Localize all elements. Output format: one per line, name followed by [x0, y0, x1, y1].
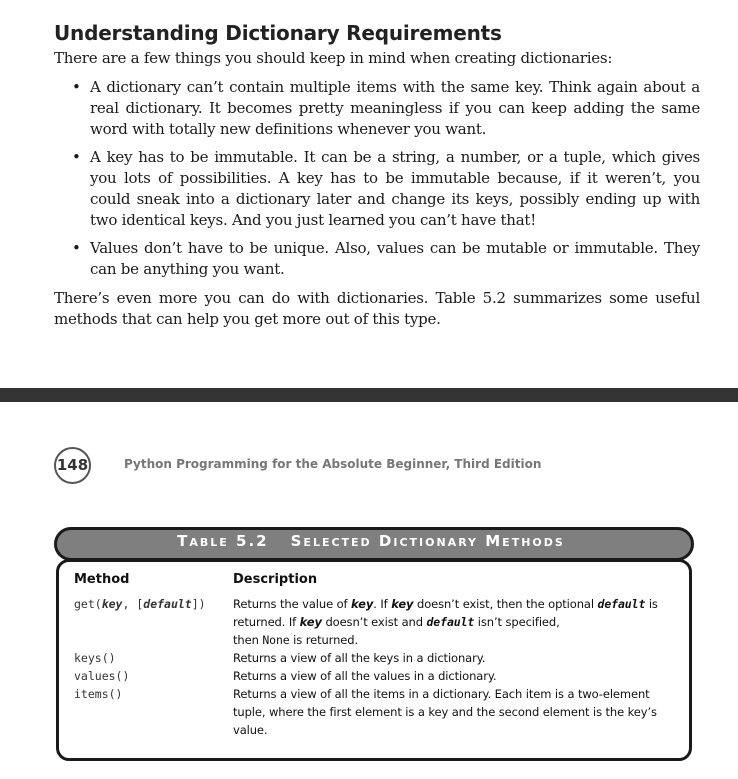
description-get: Returns the value of key. If key doesn’t exist, then the optional default is returned. If key doesn’t exist and default isn’t specified, then None is returned.: [233, 597, 658, 647]
column-header-description: Description: [233, 572, 318, 587]
intro-paragraph: There are a few things you should keep in mind when creating dictionaries:: [54, 49, 613, 67]
table-number: Table 5.2: [177, 532, 269, 550]
method-items: items(): [74, 687, 123, 701]
table-title: [54, 527, 688, 555]
column-header-method: Method: [74, 572, 130, 587]
table-caption: Selected Dictionary Methods: [290, 532, 565, 550]
description-values: Returns a view of all the values in a dictionary.: [233, 669, 497, 683]
closing-paragraph: There’s even more you can do with dictionaries. Table 5.2 summarizes some useful methods that can help you get more out of this type.: [54, 289, 700, 328]
method-values: values(): [74, 669, 130, 683]
section-heading: Understanding Dictionary Requirements: [54, 21, 502, 45]
text-section: [54, 18, 700, 330]
table-rows: [74, 595, 684, 739]
methods-table: [54, 527, 694, 759]
method-keys: keys(): [74, 651, 116, 665]
list-item: • A key has to be immutable. It can be a string, a number, or a tuple, which gives you lots of possibilities. A key has to be immutable because, if it weren’t, you could sneak into a dictionary later and change its keys, possibly ending up with two identical keys. And you just learned you can’t have that!: [72, 148, 700, 229]
table-row: [74, 595, 684, 649]
page-footer: [54, 447, 714, 485]
requirements-list: [54, 77, 700, 280]
bullet-icon: •: [72, 239, 81, 257]
book-title: Python Programming for the Absolute Beginner, Third Edition: [124, 457, 542, 471]
list-item: • Values don’t have to be unique. Also, values can be mutable or immutable. They can be anything you want.: [72, 239, 700, 278]
page-divider-band: [0, 388, 738, 402]
table-body: [56, 559, 692, 761]
list-item: • A dictionary can’t contain multiple items with the same key. Think again about a real dictionary. It becomes pretty meaningless if you can keep adding the same word with totally new definitions whenever you want.: [72, 78, 700, 138]
table-row: [74, 649, 684, 667]
description-items: Returns a view of all the items in a dictionary. Each item is a two-element tuple, where the first element is a key and the second element is the key’s value.: [233, 687, 657, 737]
table-row: [74, 667, 684, 685]
bullet-icon: •: [72, 148, 81, 166]
page-number-badge: 148: [54, 447, 91, 484]
method-get: get(key, [default]): [74, 597, 206, 611]
table-row: [74, 685, 684, 739]
description-keys: Returns a view of all the keys in a dictionary.: [233, 651, 486, 665]
bullet-icon: •: [72, 78, 81, 96]
